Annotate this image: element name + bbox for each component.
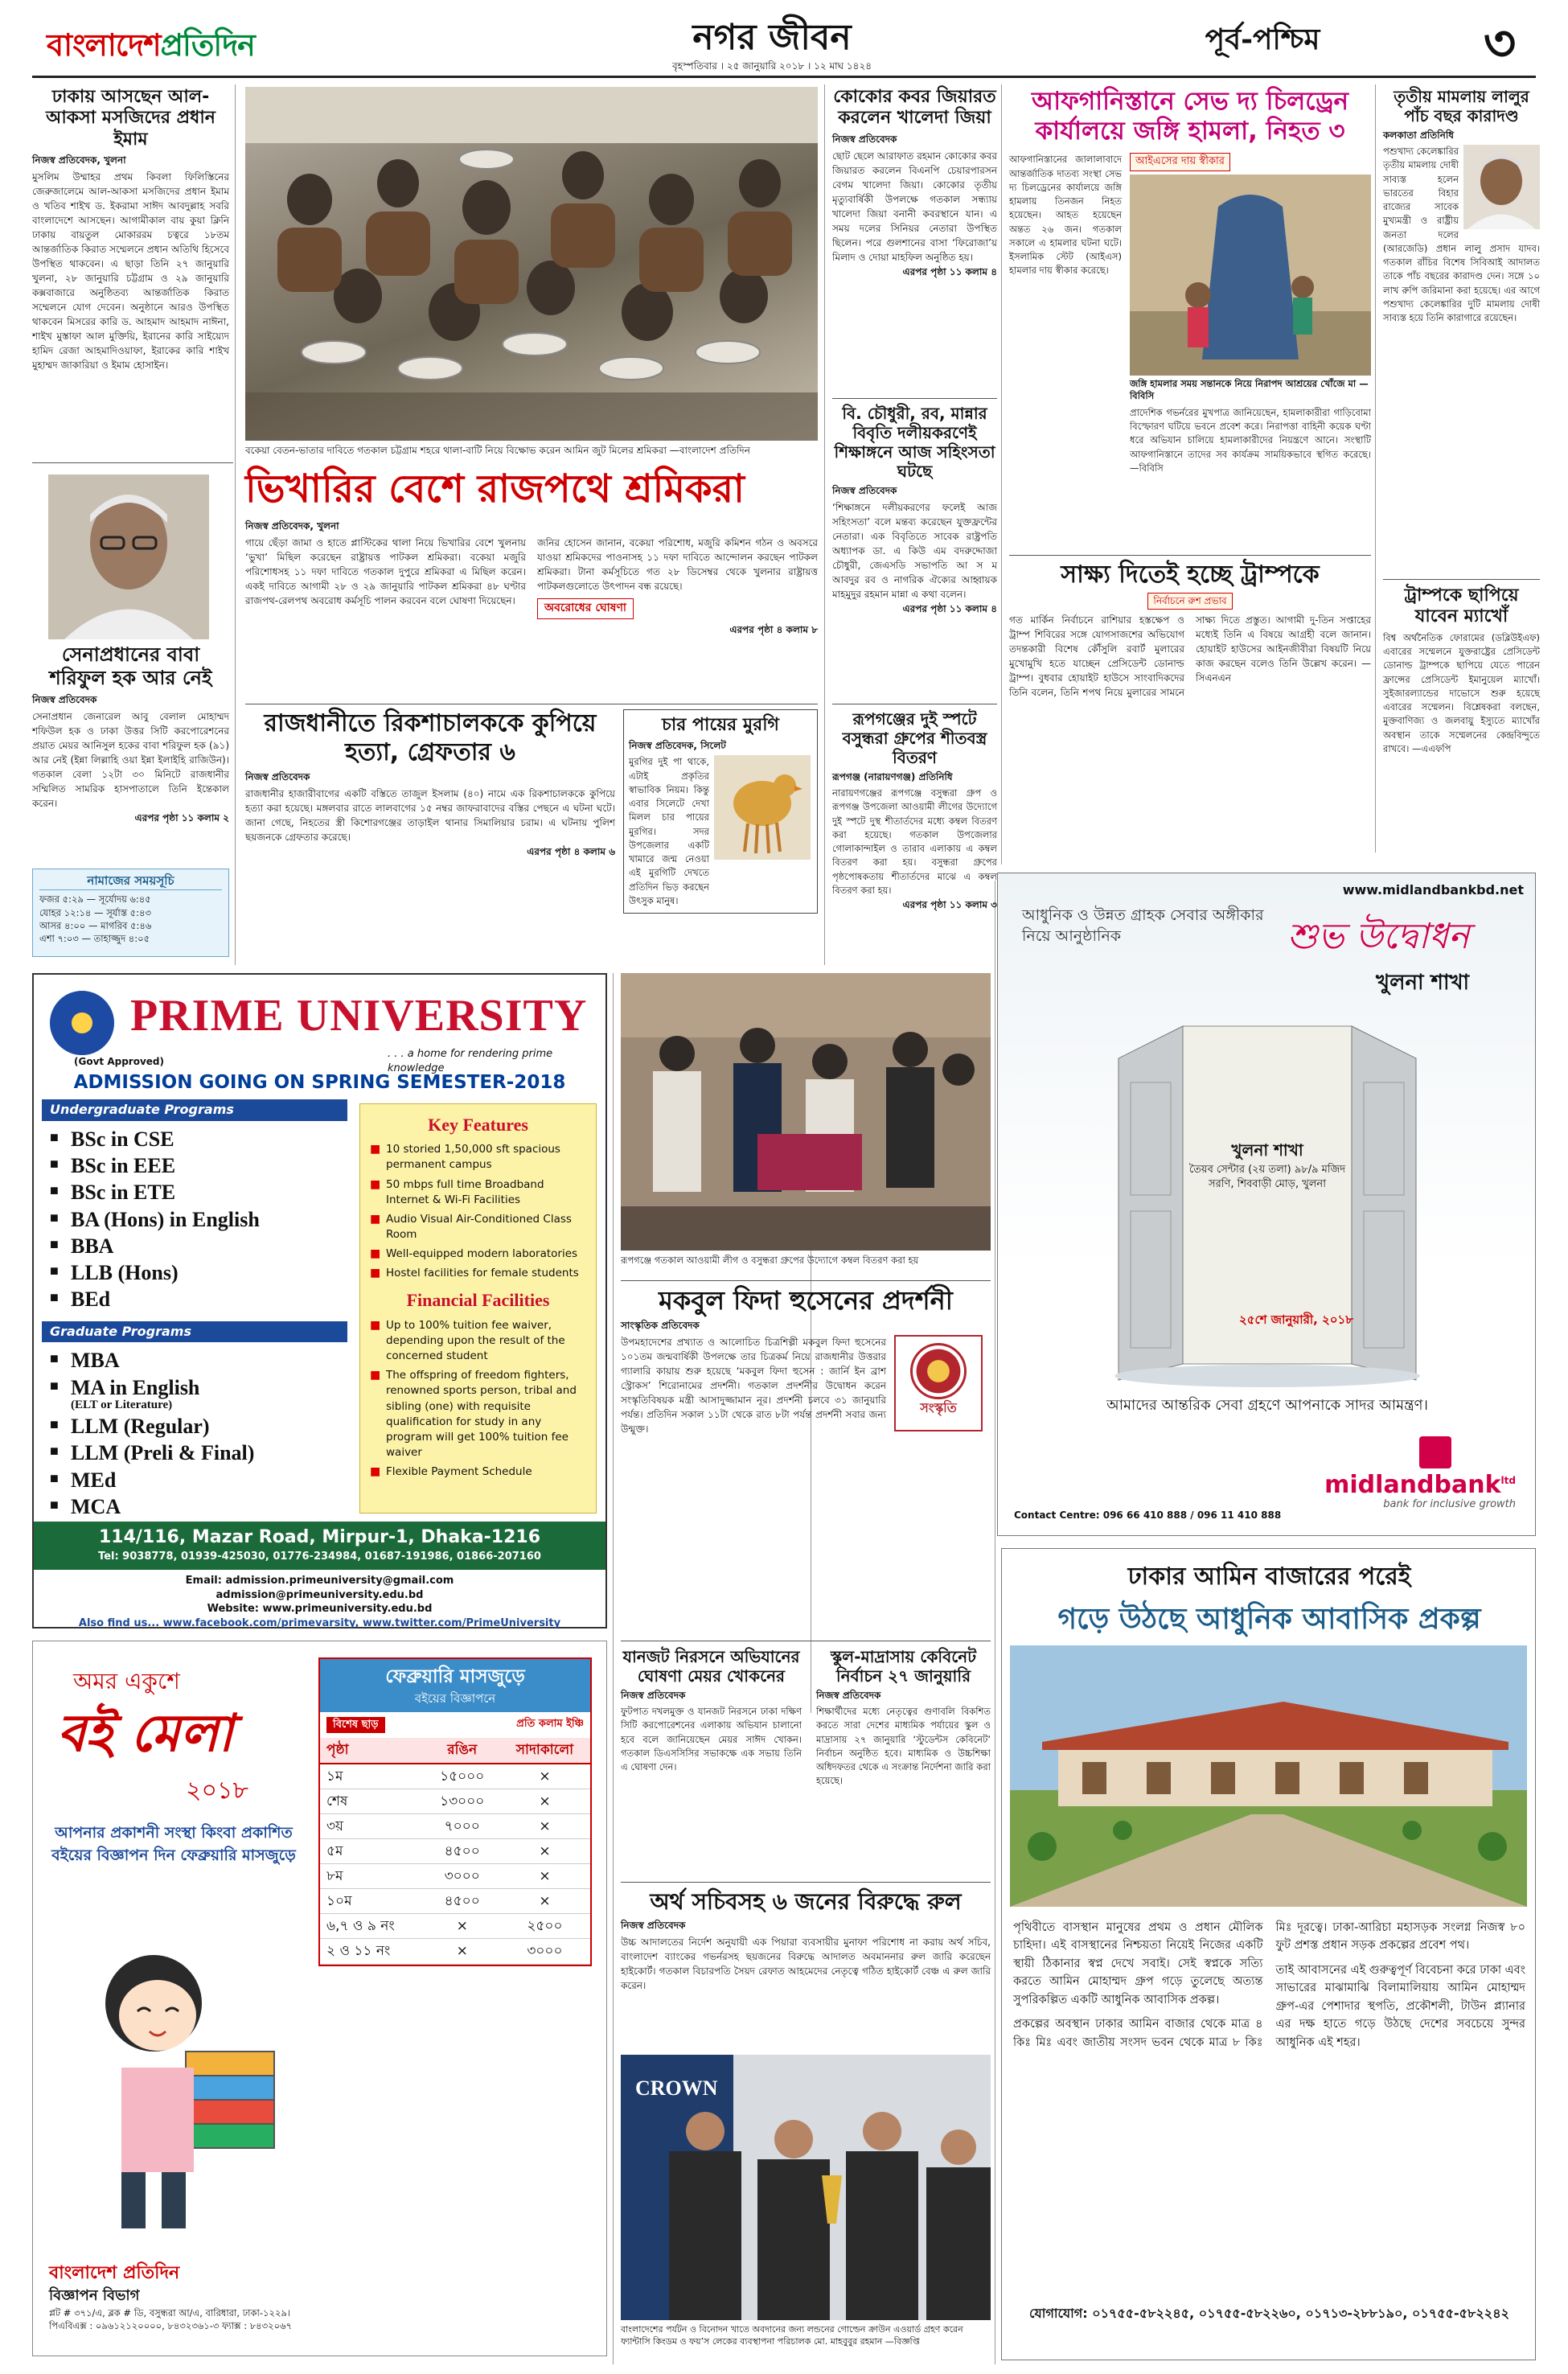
program-item: ■ BBA [50,1233,347,1259]
story-body: প্রাদেশিক গভর্নরের মুখপাত্র জানিয়েছেন, হামলাকারীরা গাড়িবোমা বিস্ফোরণ ঘটিয়ে ভবনে প্রবেশ করে। নিরাপত্তা বাহিনী কয়েক ঘণ্টা ধরে অভিযান চালিয়ে হামলাকারীদের নিয়ন্ত্রণে আনে। সংস্থাটি আফগানিস্তানে তাদের সব কার্যক্রম সাময়িকভাবে স্থগিত করেছে। —বিবিসি [1130,406,1371,474]
jump-line[interactable]: এরপর পৃষ্ঠা ১১ কলাম ৪ [902,265,997,277]
cell: ২৫০০ [499,1914,590,1939]
program-item: ■ BA (Hons) in English [50,1206,347,1233]
university-phone: Tel: 9038778, 01939-425030, 01776-234984, 01687-191986, 01866-207160 [98,1550,541,1563]
paragraph: প্রকল্পের অবস্থান ঢাকার আমিন বাজার থেকে মাত্র ৪ কিঃ মিঃ এবং জাতীয় সংসদ ভবন থেকে মাত্র ৮ কিঃ মিঃ দূরত্বে। ঢাকা-আরিচা মহাসড়ক সংলগ্ন নিজস্ব ৮০ ফুট প্রশস্ত প্রধান সড়ক প্রকল্পের প্রবেশ পথ। [1013,1921,1525,2049]
story-body: নারায়ণগঞ্জের রূপগঞ্জে বসুন্ধরা গ্রুপ ও রূপগঞ্জ উপজেলা আওয়ামী লীগের উদ্যোগে দুই স্পটে দুস্থ শীতার্তদের মধ্যে কম্বল বিতরণ করা হয়েছে। গতকাল উপজেলার গোলাকান্দাইল ও তারাব এলাকায় এ কম্বল বিতরণ করা হয়। বসুন্ধরা গ্রুপের পৃষ্ঠপোষকতায় শীতার্তদের মাঝে এ কম্বল বিতরণ করা হয়। [832,787,997,896]
column-header: পৃষ্ঠা [320,1738,425,1763]
jump-line[interactable]: এরপর পৃষ্ঠা ১১ কলাম ৩ [902,899,997,911]
bank-logo-icon [1419,1436,1451,1468]
feature-item: ■ Well-equipped modern laboratories [370,1247,586,1262]
cell: ১ম [320,1764,425,1789]
door-branch-address: তৈয়ব সেন্টার (২য় তলা) ৯৮/৯ মজিদ সরণি, শিববাড়ী মোড়, খুলনা [1188,1164,1346,1190]
story-body: শিক্ষার্থীদের মধ্যে নেতৃত্বের গুণাবলি বিকশিত করতে সারা দেশের মাধ্যমিক পর্যায়ের স্কুল ও মাদ্রাসায় ২৭ জানুয়ারি ‘স্টুডেন্টস কেবিনেট’ নির্বাচন অনুষ্ঠিত হবে। মাধ্যমিক ও উচ্চশিক্ষা অধিদফতর থেকে এ সংক্রান্ত নির্দেশনা জারি করা হয়েছে। [816,1706,991,1787]
cell: × [425,1939,499,1964]
story-afghan [1009,87,1371,475]
rule [824,84,825,965]
program-item [50,1374,347,1413]
program-item: ■ BSc in ETE [50,1179,347,1205]
table-row [320,1914,590,1939]
cell: শেষ [320,1789,425,1813]
prayer-row: এশা ৭:০৩ — তাহাজ্জুদ ৪:০৫ [39,933,150,945]
subhead-tag: অবরোধের ঘোষণা [537,598,634,619]
divider [1383,579,1540,580]
email-link[interactable]: Email: admission.primeuniversity@gmail.com [185,1575,454,1587]
byline: নিজস্ব প্রতিবেদক [832,133,897,145]
discount-label: বিশেষ ছাড় [326,1717,385,1733]
issue-date: বৃহস্পতিবার । ২৫ জানুয়ারি ২০১৮ । ১২ মাঘ ১৪২৪ [671,60,872,72]
story-body: জনির হোসেন জানান, বকেয়া পরিশোধ, মজুরি কমিশন গঠন ও অবসরে যাওয়া শ্রমিকদের পাওনাসহ ১১ দফা দাবিতে আন্দোলন করছেন পাটকল শ্রমিকরা। টানা কর্মসূচিতে গত ২৮ ডিসেম্বর থেকে খুলনার রাষ্ট্রায়ত্ত পাটকলগুলোতে উৎপাদন বন্ধ রয়েছে। [537,536,818,592]
bank-slogan: bank for inclusive growth [1383,1498,1516,1511]
svg-text:CROWN: CROWN [635,2076,718,2100]
housing-illustration [1010,1645,1527,1907]
ad-line2: বই মেলা [57,1703,233,1764]
ad-footer [49,2261,387,2332]
prayer-row: যোহর ১২:১৪ — সূর্যাস্ত ৫:৪৩ [39,906,151,918]
story-headline[interactable]: বি. চৌধুরী, রব, মান্নার বিবৃতি দলীয়করণেই শিক্ষাঙ্গনে আজ সহিংসতা ঘটছে [834,404,995,481]
table-header [320,1738,590,1763]
program-item: ■ MBA [50,1347,347,1374]
contact-centre: Contact Centre: 096 66 410 888 / 096 11 410 888 [1014,1509,1282,1521]
table-row [320,1789,590,1813]
admission-banner: ADMISSION GOING ON SPRING SEMESTER-2018 [73,1072,566,1093]
story-body: আফগানিস্তানের জালালাবাদে আন্তর্জাতিক দাতব্য সংস্থা সেভ দ্য চিলড্রেনের কার্যালয়ে জঙ্গি হামলায় তিনজন নিহত হয়েছেন। আহত হয়েছেন অন্তত ২৬ জন। গতকাল সকালে এ হামলার ঘটনা ঘটে। ইসলামিক স্টেট (আইএস) হামলার দায় স্বীকার করেছে। [1009,154,1122,277]
program-item: ■ LLM (Preli & Final) [50,1440,347,1466]
ad-invite: আমাদের আন্তরিক সেবা গ্রহণে আপনাকে সাদর আমন্ত্রণ। [1106,1397,1428,1414]
rate-subtitle: বইয়ের বিজ্ঞাপনে [414,1690,496,1706]
cell: × [499,1838,590,1863]
feature-item: ■ Up to 100% tuition fee waiver, depending upon the result of the concerned student [370,1318,586,1364]
jump-line[interactable]: এরপর পৃষ্ঠা ১১ কলাম ২ [134,811,229,824]
newspaper-logo[interactable] [47,24,255,68]
paragraph: তাই আবাসনের এই গুরুত্বপূর্ণ বিবেচনা করে ঢাকা এবং সাভারের মাঝামাঝি বিলামালিয়ায় আমিন মোহাম্মদ গ্রুপ-এর পেশাদার স্থপতি, প্রকৌশলী, টাউন প্ল্যানার এর দক্ষ হাতে গড়ে উঠছে দেশের সবচেয়ে সুন্দর আধুনিক এই শহর। [1275,1963,1525,2049]
book-fair-ad[interactable] [32,1641,607,2356]
cell: × [499,1789,590,1813]
table-row [320,1864,590,1889]
byline: নিজস্ব প্রতিবেদক [621,1690,686,1701]
divider [832,398,997,399]
rate-unit-label: প্রতি কলাম ইঞ্চি [516,1717,584,1730]
jump-line[interactable]: এরপর পৃষ্ঠা ৪ কলাম ৬ [527,846,615,858]
cell: ২ ও ১১ নং [320,1939,425,1964]
cell: ১৫০০০ [425,1764,499,1789]
story-davos [1383,585,1540,756]
logo-part-green: প্রতিদিন [160,27,255,63]
photo-housing-project [1010,1645,1527,1907]
address-bar [34,1522,605,1570]
divider [1009,555,1371,556]
feature-item: ■ Flexible Payment Schedule [370,1464,586,1480]
photo-blanket-distribution [621,973,991,1251]
cell: × [499,1764,590,1789]
ad-branch: খুলনা শাখা [1376,971,1470,995]
story-body: ফুটপাত দখলমুক্ত ও যানজট নিরসনে ঢাকা দক্ষিণ সিটি করপোরেশনের এলাকায় অভিযান চালানো হবে বলে জানিয়েছেন মেয়র সাঈদ খোকন। গতকাল ডিএসসিসির সভাকক্ষে এক সভায় তিনি এ ঘোষণা দেন। [621,1706,802,1773]
byline: নিজস্ব প্রতিবেদক [816,1690,881,1701]
portrait-illustration [48,474,209,639]
footer-phone: পিএবিএক্স : ০৯৬১২১২০০০০, ৮৪৩২৩৬১-৩ ফ্যাক্স : ৮৪৩২০৬৭ [49,2320,293,2332]
afghan-illustration [1130,175,1371,376]
subhead-tag: আইএসের দায় স্বীকার [1130,153,1230,170]
photo-four-leg-chicken [714,755,811,860]
rate-table [320,1738,590,1964]
reading-girl-illustration [65,1931,290,2236]
subhead-tag: নির্বাচনে রুশ প্রভাব [1147,593,1232,610]
ad-pitch: আপনার প্রকাশনী সংস্থা কিংবা প্রকাশিত বইয়ের বিজ্ঞাপন দিন ফেব্রুয়ারি মাসজুড়ে [51,1824,296,1864]
story-headline[interactable]: সেনাপ্রধানের বাবা শরিফুল হক আর নেই [49,643,212,689]
photo-caption: জঙ্গি হামলার সময় সন্তানকে নিয়ে নিরাপদ আশ্রয়ের খোঁজে মা —বিবিসি [1130,377,1369,402]
award-illustration [621,2055,991,2320]
govt-approved: (Govt Approved) [74,1056,164,1067]
footer-logo: বাংলাদেশ প্রতিদিন [49,2263,180,2283]
ad-website[interactable]: www.midlandbankbd.net [1342,882,1524,897]
cell: × [425,1914,499,1939]
cell: ৫ম [320,1838,425,1863]
byline: নিজস্ব প্রতিবেদক [832,485,897,496]
rule [1001,84,1002,865]
portrait-sharif-haque [48,474,209,639]
story-court [621,1888,991,1993]
story-imam [32,87,229,372]
financial-title: Financial Facilities [406,1290,550,1311]
story-mayor [621,1647,802,1774]
lalu-illustration [1463,145,1540,229]
ug-programs [42,1099,347,1520]
website-link[interactable]: Website: www.primeuniversity.edu.bd [207,1603,433,1616]
story-chicken [623,709,818,914]
story-nursing [832,404,997,616]
program-item: ■ BSc in EEE [50,1152,347,1179]
prayer-times-box [32,869,229,957]
divider [621,1882,991,1883]
jump-line[interactable]: এরপর পৃষ্ঠা ৪ কলাম ৮ [729,623,818,635]
story-body: পশুখাদ্য কেলেঙ্কারির তৃতীয় মামলায় দোষী সাব্যস্ত হলেন ভারতের বিহার রাজ্যের সাবেক মুখ্যমন্ত্রী ও রাষ্ট্রীয় জনতা দলের (আরজেডি) প্রধান লালু প্রসাদ যাদব। গতকাল রাঁচির বিশেষ সিবিআই আদালত তাকে পাঁচ বছরের কারাদণ্ড দেন। সঙ্গে ১০ লাখ রুপি জরিমানা করা হয়েছে। এর আগে পশুখাদ্য কেলেঙ্কারির দুটি মামলায় দোষী সাব্যস্ত হয়ে তিনি কারাগারে রয়েছেন। [1383,146,1540,324]
housing-text [1013,1919,1525,2052]
story-body: উপমহাদেশের প্রখ্যাত ও আলোচিত চিত্রশিল্পী মকবুল ফিদা হুসেনের ১০১তম জন্মবার্ষিকী উপলক্ষে তার চিত্রকর্ম নিয়ে রাজধানীর উত্তরার গ্যালারি কায়ায় শুরু হয়েছে ‘মকবুল ফিদা হুসেন : জার্নি ইন ব্রাশ স্ট্রোকস’ শিরোনামের প্রদর্শনী। গতকাল প্রদর্শনীর উদ্বোধন করেন সংস্কৃতিবিষয়ক মন্ত্রী আসাদুজ্জামান নূর। প্রদর্শনী চলবে ৩১ জানুয়ারি পর্যন্ত। প্রতিদিন সকাল ১১টা থেকে রাত ৮টা পর্যন্ত প্রদর্শনী সবার জন্য উন্মুক্ত। [621,1337,886,1435]
logo-part-red: বাংলাদেশ [47,27,161,63]
masthead [0,0,1568,76]
jump-line[interactable]: এরপর পৃষ্ঠা ১১ কলাম ৪ [902,603,997,615]
bank-brand-suffix: ltd [1500,1475,1516,1487]
cell: ১০ম [320,1889,425,1914]
byline: নিজস্ব প্রতিবেদক [245,771,310,782]
story-husain [621,1285,991,1436]
divider [621,1280,991,1281]
feature-item: ■ Hostel facilities for female students [370,1266,586,1281]
crowd-illustration [245,87,818,441]
prayer-row: আসর ৪:০০ — মাগরিব ৫:৪৬ [39,919,152,931]
rule [235,84,236,965]
footer-address: প্লট # ৩৭১/এ, ব্লক # ডি, বসুন্ধরা আ/এ, বারিধারা, ঢাকা-১২২৯। [49,2306,291,2319]
university-name: PRIME UNIVERSITY [130,991,588,1041]
cell: ৪৫০০ [425,1838,499,1863]
gr-title: Graduate Programs [42,1321,347,1343]
program-item: ■ LLM (Regular) [50,1413,347,1440]
story-body: ‘শিক্ষাঙ্গনে দলীয়করণের ফলেই আজ সহিংসতা’ বলে মন্তব্য করেছেন যুক্তফ্রন্টের নেতারা। এক বিবৃতিতে সাবেক রাষ্ট্রপতি অধ্যাপক ডা. এ কিউ এম বদরুদ্দোজা চৌধুরী, জেএসডি সভাপতি আ স ম আবদুর রব ও নাগরিক ঐক্যের আহ্বায়ক মাহমুদুর রহমান মান্না এ কথা বলেন। [832,502,997,601]
table-row [320,1813,590,1838]
byline: কলকাতা প্রতিনিধি [1383,129,1455,141]
byline: নিজস্ব প্রতিবেদক [32,693,97,705]
email-link[interactable]: admission@primeuniversity.edu.bd [215,1588,424,1601]
program-item: ■ BSc in CSE [50,1126,347,1152]
story-trump [1009,561,1371,700]
table-row [320,1939,590,1964]
page-number: ৩ [1483,14,1517,72]
footer-dept: বিজ্ঞাপন বিভাগ [49,2287,140,2305]
program-item-label: MA in English [71,1375,200,1399]
table-row [320,1838,590,1863]
story-lalu [1383,87,1540,325]
chicken-illustration [714,755,811,860]
ad-line2: গড়ে উঠছে আধুনিক আবাসিক প্রকল্প [1057,1603,1481,1636]
story-body: উচ্চ আদালতের নির্দেশ অনুযায়ী এক পিয়ারা ব্যবসায়ীর মুনাফা পরিশোধ না করায় অর্থ সচিব, বাংলাদেশ ব্যাংকের গভর্নরসহ ছয়জনের বিরুদ্ধে আদালত অবমাননার রুল জারি করেছেন হাইকোর্ট। গতকাল বিচারপতি সৈয়দ রেফাত আহমেদের নেতৃত্বে গঠিত হাইকোর্ট বেঞ্চ এ রুল জারি করেন। [621,1936,991,1991]
rule [613,973,614,2364]
cell: ৪৫০০ [425,1889,499,1914]
byline: নিজস্ব প্রতিবেদক [621,1919,686,1931]
story-headline[interactable]: ঢাকায় আসছেন আল-আকসা মসজিদের প্রধান ইমাম [46,87,215,150]
story-headline[interactable]: যানজট নিরসনে অভিযানের ঘোষণা মেয়র খোকনের [622,1647,800,1686]
byline: নিজস্ব প্রতিবেদক, খুলনা [32,154,126,166]
story-rickshaw [245,709,615,859]
cell: × [499,1889,590,1914]
program-item: ■ MCA [50,1493,347,1520]
ad-date: ২৫শে জানুয়ারী, ২০১৮ [1239,1312,1354,1327]
blanket-illustration [621,973,991,1251]
story-headline[interactable]: আফগানিস্তানে সেভ দ্য চিলড্রেন কার্যালয়ে জঙ্গি হামলা, নিহত ৩ [1032,87,1348,146]
culture-logo-label: সংস্কৃতি [920,1400,957,1416]
bank-brand: midlandbank [1324,1471,1501,1500]
university-logo-icon [50,991,114,1055]
culture-logo-icon [910,1343,967,1399]
prayer-title: নামাজের সময়সূচি [39,873,222,890]
cell: × [499,1864,590,1889]
table-row [320,1889,590,1914]
feature-item: ■ 10 storied 1,50,000 sft spacious permanent campus [370,1142,586,1173]
column-header: সাদাকালো [499,1738,590,1763]
story-headline[interactable]: অর্থ সচিবসহ ৬ জনের বিরুদ্ধে রুল [650,1888,962,1915]
photo-afghan-mother [1130,175,1371,376]
rule [1375,84,1376,852]
story-zia [832,87,997,279]
ug-title: Undergraduate Programs [42,1099,347,1121]
story-father [32,643,229,825]
cell: ৬,৭ ও ৯ নং [320,1914,425,1939]
story-winter [832,709,997,912]
university-address: 114/116, Mazar Road, Mirpur-1, Dhaka-1216 [98,1527,541,1547]
story-headline[interactable]: ভিখারির বেশে রাজপথে শ্রমিকরা [245,466,745,511]
cell: ৩০০০ [425,1864,499,1889]
photo-caption: রূপগঞ্জে গতকাল আওয়ামী লীগ ও বসুন্ধরা গ্রুপের উদ্যোগে কম্বল বিতরণ করা হয় [621,1255,919,1266]
ad-year: ২০১৮ [186,1776,248,1805]
key-features-box [359,1103,597,1514]
column-header: রঙিন [425,1738,499,1763]
photo-award-ceremony [621,2055,991,2320]
ad-intro: আধুনিক ও উন্নত গ্রাহক সেবার অঙ্গীকার নিয়ে আনুষ্ঠানিক [1022,906,1264,945]
photo-workers-protest [245,87,818,441]
rate-title: ফেব্রুয়ারি মাসজুড়ে [385,1666,525,1687]
story-headline[interactable]: রাজধানীতে রিকশাচালককে কুপিয়ে হত্যা, গ্রেফতার ৬ [264,709,597,766]
door-branch-title: খুলনা শাখা [1231,1140,1303,1160]
prayer-row: ফজর ৫:২৯ — সূর্যোদয় ৬:৪৫ [39,893,151,906]
story-headline[interactable]: চার পায়ের মুরগি [662,715,779,735]
program-item: ■ BEd [50,1286,347,1312]
story-body: সেনাপ্রধান জেনারেল আবু বেলাল মোহাম্মদ শফিউল হক ও ঢাকা উত্তর সিটি করপোরেশনের প্রয়াত মেয়র আনিসুল হকের বাবা শরিফুল হক (৯১) আর নেই (ইন্না লিল্লাহি ওয়া ইন্না ইলাইহি রাজিউন)। গতকাল বেলা ১২টা ৩০ মিনিটে রাজধানীর সম্মিলিত সামরিক হাসপাতালে তিনি ইন্তেকাল করেন। [32,710,229,809]
story-body: ছোট ছেলে আরাফাত রহমান কোকোর কবর জিয়ারত করলেন বিএনপি চেয়ারপারসন বেগম খালেদা জিয়া। কোকোর তৃতীয় মৃত্যুবার্ষিকী উপলক্ষে গতকাল সন্ধ্যায় খালেদা জিয়া বনানী কবরস্থানে যান। এ সময় দলের সিনিয়র নেতারা উপস্থিত ছিলেন। পরে গুলশানের বাসা ‘ফিরোজা’য় মিলাদ ও দোয়া মাহফিল অনুষ্ঠিত হয়। [832,150,997,263]
midland-logo[interactable] [1324,1436,1516,1513]
story-headline[interactable]: সাক্ষ্য দিতেই হচ্ছে ট্রাম্পকে [1061,561,1320,589]
cell: ১৩০০০ [425,1789,499,1813]
portrait-lalu [1463,145,1540,229]
program-item: ■ LLB (Hons) [50,1259,347,1286]
cell: ৩য় [320,1813,425,1838]
cell: ৩০০০ [499,1939,590,1964]
ad-greeting: শুভ উদ্বোধন [1287,916,1470,957]
photo-caption: বকেয়া বেতন-ভাতার দাবিতে গতকাল চট্টগ্রাম শহরে থালা-বাটি নিয়ে বিক্ষোভ করেন আমিন জুট মিলের শ্রমিকরা —বাংলাদেশ প্রতিদিন [245,445,750,456]
social-links[interactable]: Also find us... www.facebook.com/primevarsity, www.twitter.com/PrimeUniversity [78,1616,561,1629]
story-workers [245,466,818,637]
ad-line1: অমর একুশে [73,1668,180,1694]
region-label: পূর্ব-পশ্চিম [1205,23,1320,56]
story-body: রাজধানীর হাজারীবাগের একটি বস্তিতে তাজুল ইসলাম (৪০) নামে এক রিকশাচালককে কুপিয়ে হত্যা করা হয়েছে। মঙ্গলবার রাতে লালবাগের ১৫ নম্বর জাফরাবাদের বস্তির পেছনে এ ঘটনা ঘটে। জানা গেছে, নিহতের স্ত্রী কিশোরগঞ্জের তাড়াইল থানার সিমালিয়ার চরাম। এ ঘটনায় পুলিশ ছয়জনকে গ্রেফতার করেছে। [245,788,615,844]
program-item-note: (ELT or Literature) [71,1398,173,1411]
story-headline[interactable]: মকবুল ফিদা হুসেনের প্রদর্শনী [659,1285,953,1316]
feature-item: ■ 50 mbps full time Broadband Internet & Wi-Fi Facilities [370,1177,586,1208]
masthead-rule [32,76,1536,78]
cell: ৭০০০ [425,1813,499,1838]
divider [32,462,233,463]
byline: নিজস্ব প্রতিবেদক, খুলনা [245,520,339,532]
byline: নিজস্ব প্রতিবেদক, সিলেট [629,740,726,752]
paragraph: পৃথিবীতে বাসস্থান মানুষের প্রথম ও প্রধান মৌলিক চাহিদা। এই বাসস্থানের নিশ্চয়তা নিয়েই নিজের একটি স্থায়ী ঠিকানার স্বপ্ন দেখে সবাই। সেই স্বপ্নকে সত্যি করতে আমিন মোহাম্মদ গ্রুপ গড়ে তুলেছে অত্যন্ত সুপরিকল্পিত একটি আধুনিক আবাসিক প্রকল্প। [1013,1921,1263,2006]
story-headline[interactable]: ট্রাম্পকে ছাপিয়ে যাবেন ম্যাখোঁ [1404,585,1519,627]
university-tagline: . . . a home for rendering prime knowledge [388,1048,553,1075]
story-body: মুসলিম উম্মাহর প্রথম কিবলা ফিলিস্তিনের জেরুজালেমে আল-আকসা মসজিদের প্রধান ইমাম ও খতিব শাইখ ড. ইকরামা সাঈদ আবদুল্লাহ সবরি বাংলাদেশে আসছেন। আগামীকাল বায় কুয়া ক্লিনি ঢাকায় বায়তুল মোকাররম চত্বরে ১৮তম আন্তর্জাতিক কিরাত সম্মেলনে প্রধান অতিথি হিসেবে উপস্থিত থাকবেন। এ ছাড়া তিনি ২৭ জানুয়ারি খুলনা, ২৮ জানুয়ারি চট্টগ্রাম ও ২৯ জানুয়ারি কক্সবাজারে অনুষ্ঠিতব্য আন্তর্জাতিক কিরাত সম্মেলনে যোগ দেবেন। অনুষ্ঠানে আরও উপস্থিত থাকবেন মিসরের কারি ড. আহমাদ আহমাদ নাঈনা, শাইখ মুস্তাফা আল মুক্তিয়ি, ইরানের কারি সাইয়্যেদ হামিদ রেজা আহমাদিওয়াফা, ইরাকের কারি শাইখ মুহাম্মদ জাকারিয়া ও ইমাম হোসাইন। [32,171,229,372]
cell: ৮ম [320,1864,425,1889]
key-features-title: Key Features [428,1115,528,1135]
table-row [320,1764,590,1789]
byline: সাংস্কৃতিক প্রতিবেদক [621,1320,700,1332]
rate-box [318,1657,592,1966]
photo-caption: বাংলাদেশের পর্যটন ও বিনোদন খাতে অবদানের জন্য লন্ডনের গোল্ডেন ক্রাউন এওয়ার্ড গ্রহণ করেন ফ্যান্টাসি কিংডম ও ফয়’স লেকের ব্যবস্থাপনা পরিচালক মো. মাহবুবুর রহমান —বিজ্ঞপ্তি [621,2324,963,2347]
culture-logo [894,1335,983,1431]
byline: রূপগঞ্জ (নারায়ণগঞ্জ) প্রতিনিধি [832,771,953,782]
story-school [816,1647,991,1789]
prime-university-ad[interactable] [32,973,607,1629]
story-body: গত মার্কিন নির্বাচনে রাশিয়ার হস্তক্ষেপ ও ট্রাম্প শিবিরের সঙ্গে যোগসাজশের অভিযোগ তদন্তকারী বিশেষ কৌঁসুলি রবার্ট মুলারের মুখোমুখি হতে যাচ্ছেন প্রেসিডেন্ট ডোনাল্ড ট্রাম্প। বুধবার হোয়াইট হাউসে সাংবাদিকদের তিনি বলেন, তিনি শপথ নিয়ে মুলারের সামনে সাক্ষ্য দিতে প্রস্তুত। আগামী দু-তিন সপ্তাহের মধ্যেই তিনি এ বিষয়ে আগ্রহী বলে জানান। হোয়াইট হাউসের আইনজীবীরা বিষয়টি নিয়ে কাজ করছেন বলেও তিনি উল্লেখ করেন। —সিএনএন [1009,614,1371,699]
feature-item: ■ Audio Visual Air-Conditioned Class Room [370,1212,586,1242]
contact-lines [34,1574,605,1630]
story-body: গায়ে ছেঁড়া জামা ও হাতে প্লাস্টিকের থালা নিয়ে ভিখারির বেশে খুলনায় ‘ভুখা’ মিছিল করেছেন রাষ্ট্রায়ত্ত পাটকল শ্রমিকরা। বকেয়া মজুরি পরিশোধসহ ১১ দফা দাবিতে গতকাল দুপুরে শ্রমিকরা এ মিছিল করেন। একই দাবিতে আগামী ২৮ ও ২৯ জানুয়ারি পাটকল শ্রমিকরা ৪৮ ঘণ্টার রাজপথ-রেলপথ অবরোধ কর্মসূচি পালন করবেন বলে ঘোষণা দিয়েছেন। [245,536,526,606]
story-headline[interactable]: রূপগঞ্জের দুই স্পটে বসুন্ধরা গ্রুপের শীতবস্ত্র বিতরণ [842,709,987,767]
story-headline[interactable]: স্কুল-মাদ্রাসায় কেবিনেট নির্বাচন ২৭ জানুয়ারি [830,1647,977,1686]
program-item: ■ MEd [50,1467,347,1493]
housing-ad[interactable] [1001,1548,1536,2360]
housing-contact: যোগাযোগ: ০১৭৫৫-৫৮২২৪৫, ০১৭৫৫-৫৮২২৬০, ০১৭১৩-২৮৮১৯০, ০১৭৫৫-৫৮২২৪২ [1029,2306,1509,2321]
feature-item: ■ The offspring of freedom fighters, renowned sports person, tribal and sibling (one) with requisite qualification for study in any program will get 100% tuition fee waiver [370,1368,586,1460]
story-body: মুরগির দুই পা থাকে, এটাই প্রকৃতির স্বাভাবিক নিয়ম। কিন্তু এবার সিলেটে দেখা মিলল চার পায়ের মুরগির। সদর উপজেলার একটি খামারে জন্ম নেওয়া এই মুরগিটি দেখতে প্রতিদিন ভিড় করছেন উৎসুক মানুষ। [629,756,709,906]
story-headline[interactable]: তৃতীয় মামলায় লালুর পাঁচ বছর কারাদণ্ড [1394,87,1529,125]
door-illustration [1094,1010,1440,1388]
ad-line1: ঢাকার আমিন বাজারের পরেই [1127,1563,1411,1591]
section-title: নগর জীবন [692,17,852,58]
cell: × [499,1813,590,1838]
midland-bank-ad[interactable] [997,873,1536,1536]
story-body: বিশ্ব অর্থনৈতিক ফোরামের (ডব্লিউইএফ) এবারের সম্মেলনে যুক্তরাষ্ট্রের প্রেসিডেন্ট ডোনাল্ড ট্রাম্পকে ছাপিয়ে যেতে পারেন ফ্রান্সের প্রেসিডেন্ট ইমানুয়েল ম্যাখোঁ। সুইজারল্যান্ডের দাভোসে শুরু হয়েছে এবারের সম্মেলন। বিশ্লেষকরা বলছেন, মুক্তবাণিজ্য ও জলবায়ু ইস্যুতে ম্যাখোঁর অবস্থান তাকে সম্মেলনের কেন্দ্রবিন্দুতে রাখবে। —এএফপি [1383,631,1540,754]
story-headline[interactable]: কোকোর কবর জিয়ারত করলেন খালেদা জিয়া [833,87,996,129]
